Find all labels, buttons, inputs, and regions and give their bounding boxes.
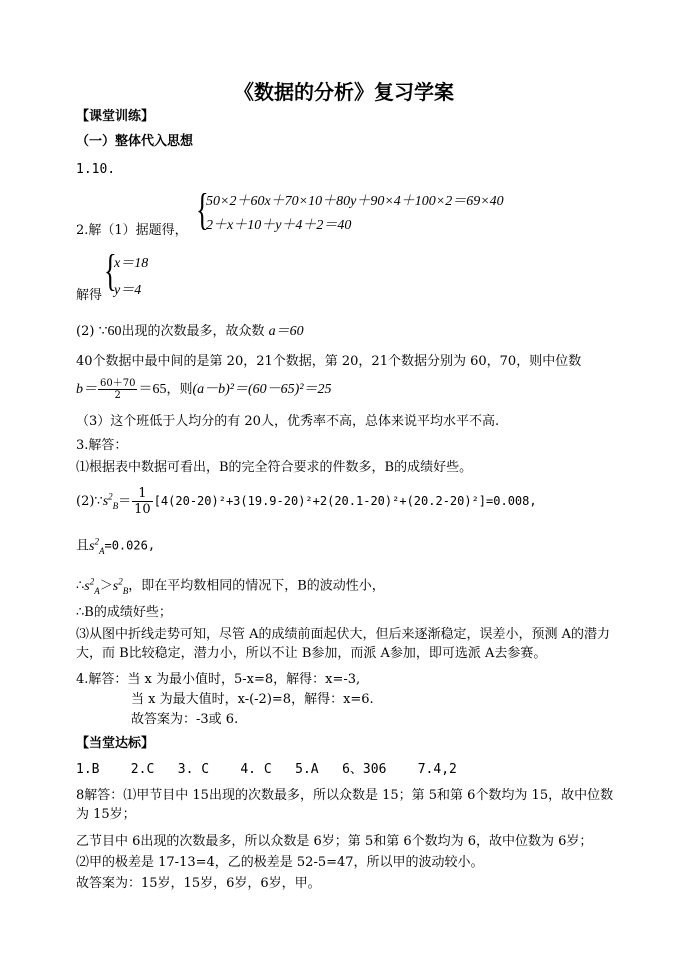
- subsection-heading: （一）整体代入思想: [76, 134, 194, 149]
- section-heading-classroom: 【课堂训练】: [76, 109, 155, 124]
- section-heading-standard: 【当堂达标】: [76, 736, 155, 751]
- mode-text: 出现的次数最多，故众数: [121, 324, 265, 339]
- numerator-1: 1: [132, 486, 153, 502]
- part-2-label: (2): [76, 324, 95, 339]
- equation-1: 50×2＋60x＋70×10＋80y＋90×4＋100×2＝69×40: [206, 194, 504, 209]
- equation-2: 2＋x＋10＋y＋4＋2＝40: [206, 218, 352, 233]
- square-mark-a: 2: [94, 536, 99, 546]
- compare-sub-a: A: [94, 585, 100, 596]
- denominator-10: 10: [134, 502, 151, 517]
- compare-sub-b: B: [122, 585, 129, 596]
- because-label: (2)∵: [76, 494, 103, 509]
- variance-a-value: =0.026,: [104, 538, 156, 553]
- answer-3-heading: 3.解答：: [76, 438, 128, 453]
- comparison-line: [76, 572, 616, 600]
- page-title: 《数据的分析》复习学案: [234, 80, 454, 104]
- one-tenth-fraction: [132, 486, 153, 517]
- answer-8-line-1: 8解答：⑴甲节目中 15出现的次数最多，所以众数是 15；第 5和第 6个数均为 15，故中位数为 15岁；: [76, 788, 614, 822]
- conclusion-b-better: ∴B的成绩好些；: [76, 605, 172, 620]
- because-60: ∵60: [98, 324, 122, 339]
- b-label: b＝: [76, 382, 97, 397]
- median-fraction: [98, 378, 137, 401]
- brace-symbol: {: [196, 185, 209, 234]
- equals-sign: ＝: [118, 494, 132, 509]
- answer-8-line-3: ⑵甲的极差是 17-13=4，乙的极差是 52-5=47，所以甲的波动较小。: [76, 855, 484, 870]
- median-text: 40个数据中最中间的是第 20，21个数据，第 20，21个数据分别为 60，70，则中位数: [76, 354, 582, 369]
- compare-sa: $s^2_A$: [84, 576, 100, 596]
- compare-sb: $s^2_B$: [112, 576, 129, 596]
- solve-label: 解得: [76, 288, 103, 303]
- answer-8-line-4: 故答案为：15岁，15岁，6岁，6岁，甲。: [76, 876, 321, 891]
- mode-value: a＝60: [268, 324, 304, 339]
- median-result: ＝65: [138, 382, 167, 397]
- median-formula: [76, 378, 616, 401]
- variance-b-expression: [4(20-20)²+3(19.9-20)²+2(20.1-20)²+(20.2-20)²]=0.008,: [153, 494, 537, 508]
- therefore-sign: ∴: [76, 578, 85, 594]
- answer-4-line-3: 故答案为：-3或 6.: [131, 712, 239, 727]
- multiple-choice-answers: 1.B 2.C 3. C 4. C 5.A 6、306 7.4,2: [76, 762, 457, 777]
- comparison-text: ，即在平均数相同的情况下，B的波动性小，: [128, 578, 385, 594]
- answer-1: 1.10.: [76, 162, 116, 177]
- answer-8-line-2: 乙节目中 6出现的次数最多，所以众数是 6岁；第 5和第 6个数均为 6，故中位数为 6岁；: [76, 834, 593, 849]
- answer-4-line-2: 当 x 为最大值时，x-(-2)=8，解得：x=6.: [131, 692, 374, 707]
- variance-a-line: [76, 532, 616, 560]
- square-mark: 2: [108, 491, 113, 502]
- s-letter: s: [102, 494, 109, 509]
- answer-2-part-2: [76, 322, 616, 341]
- and-label: 且: [76, 538, 90, 554]
- solution-y: y＝4: [114, 283, 142, 298]
- solution-x: x＝18: [114, 256, 149, 271]
- subscript-a: A: [98, 545, 105, 556]
- answer-3-part-1: ⑴根据表中数据可看出，B的完全符合要求的件数多，B的成绩好些。: [76, 460, 473, 475]
- fraction-denominator: 2: [114, 390, 121, 401]
- then-word: ，则: [166, 382, 193, 397]
- fraction-numerator: 60＋70: [100, 378, 136, 389]
- subscript-b: B: [112, 500, 119, 511]
- brace-symbol-2: {: [104, 246, 117, 295]
- s-letter-a: s: [89, 538, 95, 554]
- variance-symbol-b: [102, 491, 119, 511]
- answer-2-part-3: （3）这个班低于人均分的有 20人，优秀率不高，总体来说平均水平不高.: [76, 414, 500, 429]
- variance-symbol-a: [89, 536, 105, 556]
- greater-sign: ＞: [99, 578, 113, 594]
- answer-2-prefix: 2.解（1）据题得，: [76, 223, 188, 238]
- answer-4-line-1: 4.解答：当 x 为最小值时，5-x=8，解得：x=-3,: [76, 672, 361, 687]
- answer-3-part-3: ⑶从图中折线走势可知，尽管 A的成绩前面起伏大，但后来逐渐稳定，误差小，预测 A的潜力大，而 B比较稳定，潜力小，所以不让 B参加，而派 A参加，即可选派 A去参赛。: [76, 627, 611, 661]
- variance-b-line: [76, 486, 616, 517]
- squared-expression: (a－b)²＝(60－65)²＝25: [192, 382, 332, 397]
